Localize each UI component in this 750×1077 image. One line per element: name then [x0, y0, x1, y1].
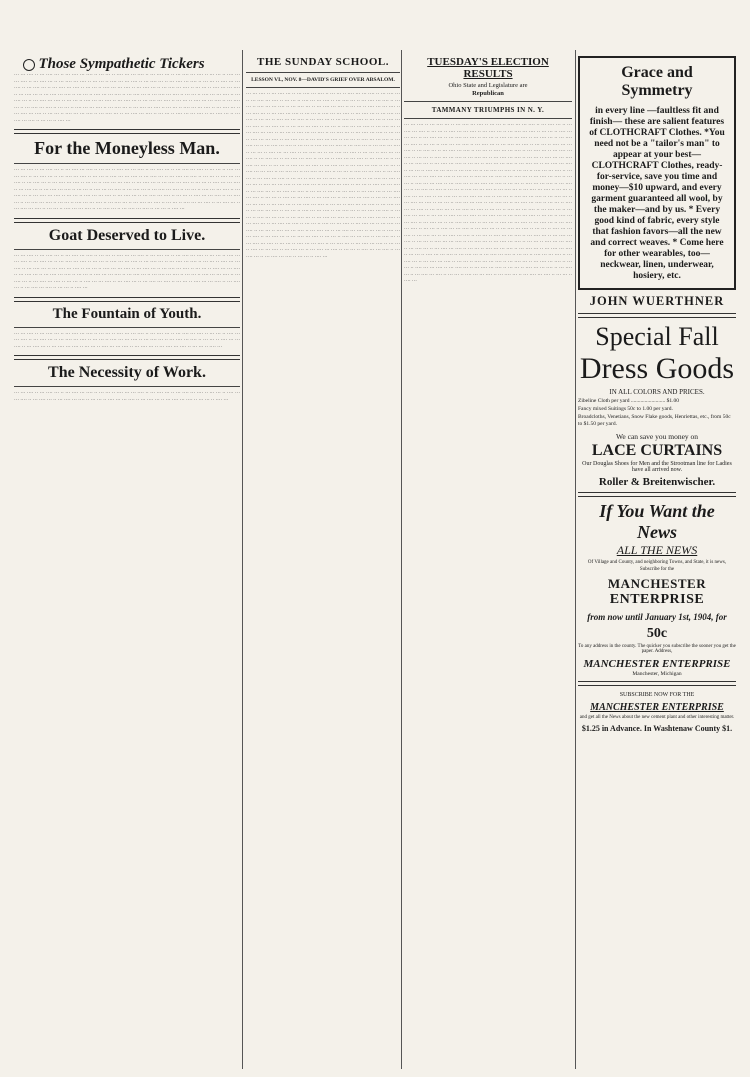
ad-body: in every line —faultless fit and finish— these are salient features of CLOTHCRAFT Clothes. *You need not be a "tailor's man" to appear at your best— CLOTHCRAFT Clothes, ready-for-service, save you time and money—$10 upward, and every garment guaranteed all wool, by the maker—and by us. * Every good kind of fabric, every style that fashion favors—all the new and correct weaves. * Come here for other wearables, too—neckwear, linen, underwear, hosiery, etc.: [589, 106, 725, 281]
advertiser-name: Roller & Breitenwischer.: [598, 476, 716, 488]
dress-goods-ad-headline: Dress Goods: [579, 352, 735, 385]
column-3: [404, 56, 572, 1066]
article-body: ··· ··· ···· ·· ··· ···· ··· ·· ··· ···· ··· ···· ·· ··· ··· ·· ···· ··· ··· ···· ·· ··· ···· ··· ·· ··· ···· ··· ···· ·· ··· ··· ·· ···· ··· ··· ···· ·· ··· ···· ··· ·· ··· ···· ··· ···· ·· ··· ··· ·· ···· ··· ··· ···· ·· ··· ···· ··· ·· ··· ···· ··· ···· ·· ··· ··· ·· ···· ··· ··· ···· ·· ··· ···· ··· ·· ··· ···· ··· ···· ·· ··· ··· ·· ···· ··· ··· ···· ·· ··· ···· ··· ·· ··· ···· ··· ···· ·· ··· ··· ·· ···· ··· ··· ···· ·· ··· ···· ··· ·· ··· ···· ··· ···· ·· ··· ··· ·· ···· ··· ··· ···· ·· ··· ···· ··· ·· ··· ···· ··· ···· ·· ··· ··· ·· ···· ··· ··· ···· ·· ··· ···· ··· ·· ··· ···· ··· ···· ·· ··· ··· ·· ···· ··· ··· ···· ·· ··· ···· ··· ·· ··· ···· ··· ···· ·· ··· ··· ·· ···· ··· ··· ···· ·· ··· ···· ··· ·· ··· ···· ··· ···· ·· ··· ··· ·· ···· ···: [14, 253, 240, 291]
divider: [578, 313, 736, 318]
paper-name: MANCHESTER ENTERPRISE: [583, 658, 731, 670]
election-subhead: Republican: [472, 90, 504, 97]
paper-name: MANCHESTER: [607, 576, 707, 591]
divider: [14, 129, 240, 134]
news-ad-subhead: ALL THE NEWS: [616, 543, 698, 557]
subscription-offer: from now until January 1st, 1904, for: [587, 612, 727, 622]
election-subhead: Ohio State and Legislature are: [448, 82, 528, 89]
paper-name: MANCHESTER ENTERPRISE: [590, 702, 724, 713]
article-body: ··· ··· ···· ·· ··· ···· ··· ·· ··· ···· ··· ···· ·· ··· ··· ·· ···· ··· ··· ···· ·· ··· ···· ··· ·· ··· ···· ··· ···· ·· ··· ··· ·· ···· ··· ··· ···· ·· ··· ···· ··· ·· ··· ···· ··· ···· ·· ··· ··· ·· ···· ··· ··· ···· ·· ··· ···· ··· ·· ··· ···· ··· ···· ·· ··· ··· ·· ···· ··· ··· ···· ·· ··· ···· ··· ·· ··· ···· ··· ···· ·· ··· ··· ·· ···· ··· ··· ···· ·· ··· ···· ··· ·· ··· ···· ··· ···· ·· ··· ··· ·· ···· ···: [14, 331, 240, 350]
price-line: Zibeline Cloth per yard ......................... $1.00: [578, 398, 679, 404]
column-rule: [575, 50, 576, 1069]
moneyless-man-title: For the Moneyless Man.: [34, 138, 220, 158]
paper-address: Manchester, Michigan: [632, 671, 682, 677]
divider: [14, 327, 240, 328]
divider: [14, 386, 240, 387]
divider: [14, 218, 240, 223]
subscription-price: $1.25 in Advance. In Washtenaw County $1.: [581, 724, 733, 733]
column-rule: [401, 50, 402, 1069]
ad-headline: Grace and Symmetry: [621, 64, 693, 99]
divider: [14, 163, 240, 164]
tammany-headline: TAMMANY TRIUMPHS IN N. Y.: [431, 106, 545, 114]
ad-body: Of Village and County, and neighboring Towns, and State, it is news,: [587, 560, 727, 565]
election-body: ··· ··· ···· ·· ··· ···· ··· ·· ··· ···· ··· ···· ·· ··· ··· ·· ···· ··· ··· ···· ·· ··· ···· ··· ·· ··· ···· ··· ···· ·· ··· ··· ·· ···· ··· ··· ···· ·· ··· ···· ··· ·· ··· ···· ··· ···· ·· ··· ··· ·· ···· ··· ··· ···· ·· ··· ···· ··· ·· ··· ···· ··· ···· ·· ··· ··· ·· ···· ··· ··· ···· ·· ··· ···· ··· ·· ··· ···· ··· ···· ·· ··· ··· ·· ···· ··· ··· ···· ·· ··· ···· ··· ·· ··· ···· ··· ···· ·· ··· ··· ·· ···· ··· ··· ···· ·· ··· ···· ··· ·· ··· ···· ··· ···· ·· ··· ··· ·· ···· ··· ··· ···· ·· ··· ···· ··· ·· ··· ···· ··· ···· ·· ··· ··· ·· ···· ··· ··· ···· ·· ··· ···· ··· ·· ··· ···· ··· ···· ·· ··· ··· ·· ···· ··· ··· ···· ·· ··· ···· ··· ·· ··· ···· ··· ···· ·· ··· ··· ·· ···· ··· ··· ···· ·· ··· ···· ··· ·· ··· ···· ··· ···· ·· ··· ··· ·· ···· ··· ··· ···· ·· ··· ···· ··· ·· ··· ···· ··· ···· ·· ··· ··· ·· ···· ··· ··· ···· ·· ··· ···· ··· ·· ··· ···· ··· ···· ·· ··· ··· ·· ···· ··· ··· ···· ·· ··· ···· ··· ·· ··· ···· ··· ···· ·· ··· ··· ·· ···· ··· ··· ···· ·· ··· ···· ··· ·· ··· ···· ··· ···· ·· ··· ··· ·· ···· ··· ··· ···· ·· ··· ···· ··· ·· ··· ···· ··· ···· ·· ··· ··· ·· ···· ··· ··· ···· ·· ··· ···· ··· ·· ··· ···· ··· ···· ·· ··· ··· ·· ···· ··· ··· ···· ·· ··· ···· ··· ·· ··· ···· ··· ···· ·· ··· ··· ·· ···· ··· ··· ···· ·· ··· ···· ··· ·· ··· ···· ··· ···· ·· ··· ··· ·· ···· ··· ··· ···· ·· ··· ···· ··· ·· ··· ···· ··· ···· ·· ··· ··· ·· ···· ··· ··· ···· ·· ··· ···· ··· ·· ··· ···· ··· ···· ·· ··· ··· ·· ···· ··· ··· ···· ·· ··· ···· ··· ·· ··· ···· ··· ···· ·· ··· ··· ·· ···· ··· ··· ···· ·· ··· ···· ··· ·· ··· ···· ··· ···· ·· ··· ··· ·· ···· ··· ··· ···· ·· ··· ···· ··· ·· ··· ···· ··· ···· ·· ··· ··· ·· ···· ··· ··· ···· ·· ··· ···· ··· ·· ··· ···· ··· ···· ·· ··· ··· ·· ···· ··· ··· ···· ·· ··· ···· ··· ·· ··· ···· ··· ···· ·· ··· ··· ·· ···· ··· ··· ···· ·· ··· ···· ··· ·· ··· ···· ··· ···· ·· ··· ··· ·· ···· ··· ··· ···· ·· ··· ···· ··· ·· ··· ···· ··· ···· ·· ··· ··· ·· ···· ··· ··· ···· ·· ··· ···· ··· ·· ··· ···· ··· ···· ·· ··· ··· ·· ···· ··· ··· ···· ·· ··· ···· ··· ·· ··· ···· ··· ···· ·· ··· ··· ·· ···· ··· ··· ···· ·· ··· ···· ··· ·· ··· ···· ··· ···· ·· ··· ··· ·· ···· ··· ··· ···· ·· ··· ···· ··· ·· ··· ···· ··· ···· ·· ··· ··· ·· ···· ··· ··· ···· ·· ··· ···· ··· ·· ··· ···· ··· ···· ·· ··· ··· ·· ···· ··· ··· ···· ·· ··· ···· ··· ·· ··· ···· ··· ···· ·· ··· ··· ·· ···· ··· ··· ···· ·· ··· ···· ··· ·· ··· ···· ··· ···· ·· ··· ··· ·· ···· ··· ··· ···· ·· ··· ···· ··· ·· ··· ···· ··· ···· ·· ··· ··· ·· ···· ··· ··· ···· ·· ··· ···· ··· ·· ··· ···· ··· ···· ·· ··· ··· ·· ···· ···: [404, 123, 572, 284]
fountain-title: The Fountain of Youth.: [52, 305, 202, 322]
news-ad-headline: If You Want the News: [599, 501, 715, 542]
subscription-price: 50c: [646, 626, 668, 641]
article-body: ··· ··· ···· ·· ··· ···· ··· ·· ··· ···· ··· ···· ·· ··· ··· ·· ···· ··· ··· ···· ·· ··· ···· ··· ·· ··· ···· ··· ···· ·· ··· ··· ·· ···· ··· ··· ···· ·· ··· ···· ··· ·· ··· ···· ··· ···· ·· ··· ··· ·· ···· ··· ··· ···· ·· ··· ···· ··· ·· ··· ···· ··· ···· ·· ··· ··· ·· ···· ··· ··· ···· ·· ··· ···· ··· ·· ··· ···· ··· ···· ·· ··· ··· ·· ···· ··· ··· ···· ·· ··· ···· ··· ·· ··· ···· ··· ···· ·· ··· ··· ·· ···· ··· ··· ···· ·· ··· ···· ··· ·· ··· ···· ··· ···· ·· ··· ··· ·· ···· ··· ··· ···· ·· ··· ···· ··· ·· ··· ···· ··· ···· ·· ··· ··· ·· ···· ··· ··· ···· ·· ··· ···· ··· ·· ··· ···· ··· ···· ·· ··· ··· ·· ···· ··· ··· ···· ·· ··· ···· ··· ·· ··· ···· ··· ···· ·· ··· ··· ·· ···· ··· ··· ···· ·· ··· ···· ··· ·· ··· ···· ··· ···· ·· ··· ··· ·· ···· ··· ··· ···· ·· ··· ···· ··· ·· ··· ···· ··· ···· ·· ··· ··· ·· ···· ··· ··· ···· ·· ··· ···· ··· ·· ··· ···· ··· ···· ·· ··· ··· ·· ···· ··· ··· ···· ·· ··· ···· ··· ·· ··· ···· ··· ···· ·· ··· ··· ·· ···· ··· ··· ···· ·· ··· ···· ··· ·· ··· ···· ··· ···· ·· ··· ··· ·· ···· ···: [14, 73, 240, 124]
column-4: [578, 56, 736, 1066]
lesson-body: ··· ··· ···· ·· ··· ···· ··· ·· ··· ···· ··· ···· ·· ··· ··· ·· ···· ··· ··· ···· ·· ··· ···· ··· ·· ··· ···· ··· ···· ·· ··· ··· ·· ···· ··· ··· ···· ·· ··· ···· ··· ·· ··· ···· ··· ···· ·· ··· ··· ·· ···· ··· ··· ···· ·· ··· ···· ··· ·· ··· ···· ··· ···· ·· ··· ··· ·· ···· ··· ··· ···· ·· ··· ···· ··· ·· ··· ···· ··· ···· ·· ··· ··· ·· ···· ··· ··· ···· ·· ··· ···· ··· ·· ··· ···· ··· ···· ·· ··· ··· ·· ···· ··· ··· ···· ·· ··· ···· ··· ·· ··· ···· ··· ···· ·· ··· ··· ·· ···· ··· ··· ···· ·· ··· ···· ··· ·· ··· ···· ··· ···· ·· ··· ··· ·· ···· ··· ··· ···· ·· ··· ···· ··· ·· ··· ···· ··· ···· ·· ··· ··· ·· ···· ··· ··· ···· ·· ··· ···· ··· ·· ··· ···· ··· ···· ·· ··· ··· ·· ···· ··· ··· ···· ·· ··· ···· ··· ·· ··· ···· ··· ···· ·· ··· ··· ·· ···· ··· ··· ···· ·· ··· ···· ··· ·· ··· ···· ··· ···· ·· ··· ··· ·· ···· ··· ··· ···· ·· ··· ···· ··· ·· ··· ···· ··· ···· ·· ··· ··· ·· ···· ··· ··· ···· ·· ··· ···· ··· ·· ··· ···· ··· ···· ·· ··· ··· ·· ···· ··· ··· ···· ·· ··· ···· ··· ·· ··· ···· ··· ···· ·· ··· ··· ·· ···· ··· ··· ···· ·· ··· ···· ··· ·· ··· ···· ··· ···· ·· ··· ··· ·· ···· ··· ··· ···· ·· ··· ···· ··· ·· ··· ···· ··· ···· ·· ··· ··· ·· ···· ··· ··· ···· ·· ··· ···· ··· ·· ··· ···· ··· ···· ·· ··· ··· ·· ···· ··· ··· ···· ·· ··· ···· ··· ·· ··· ···· ··· ···· ·· ··· ··· ·· ···· ··· ··· ···· ·· ··· ···· ··· ·· ··· ···· ··· ···· ·· ··· ··· ·· ···· ··· ··· ···· ·· ··· ···· ··· ·· ··· ···· ··· ···· ·· ··· ··· ·· ···· ··· ··· ···· ·· ··· ···· ··· ·· ··· ···· ··· ···· ·· ··· ··· ·· ···· ··· ··· ···· ·· ··· ···· ··· ·· ··· ···· ··· ···· ·· ··· ··· ·· ···· ··· ··· ···· ·· ··· ···· ··· ·· ··· ···· ··· ···· ·· ··· ··· ·· ···· ··· ··· ···· ·· ··· ···· ··· ·· ··· ···· ··· ···· ·· ··· ··· ·· ···· ··· ··· ···· ·· ··· ···· ··· ·· ··· ···· ··· ···· ·· ··· ··· ·· ···· ··· ··· ···· ·· ··· ···· ··· ·· ··· ···· ··· ···· ·· ··· ··· ·· ···· ··· ··· ···· ·· ··· ···· ··· ·· ··· ···· ··· ···· ·· ··· ··· ·· ···· ··· ··· ···· ·· ··· ···· ··· ·· ··· ···· ··· ···· ·· ··· ··· ·· ···· ··· ··· ···· ·· ··· ···· ··· ·· ··· ···· ··· ···· ·· ··· ··· ·· ···· ··· ··· ···· ·· ··· ···· ··· ·· ··· ···· ··· ···· ·· ··· ··· ·· ···· ··· ··· ···· ·· ··· ···· ··· ·· ··· ···· ··· ···· ·· ··· ··· ·· ···· ··· ··· ···· ·· ··· ···· ··· ·· ··· ···· ··· ···· ·· ··· ··· ·· ···· ··· ··· ···· ·· ··· ···· ··· ·· ··· ···· ··· ···· ·· ··· ··· ·· ···· ··· ··· ···· ·· ··· ···· ··· ·· ··· ···· ··· ···· ·· ··· ··· ·· ···· ··· ··· ···· ·· ··· ···· ··· ·· ··· ···· ··· ···· ·· ··· ··· ·· ···· ···: [246, 92, 400, 260]
column-rule: [242, 50, 243, 1069]
ad-body: To any address in the county. The quicker you subscribe the sooner you get the paper. Address,: [578, 644, 736, 654]
sunday-school-header: THE SUNDAY SCHOOL.: [257, 56, 389, 68]
divider: [14, 297, 240, 302]
ad-body: Our Douglas Shoes for Men and the Strootman line for Ladies have all arrived now.: [582, 461, 732, 473]
sympathetic-tickers-title: Those Sympathetic Tickers: [14, 56, 214, 73]
ornament-icon: [23, 59, 35, 71]
paper-name: ENTERPRISE: [609, 592, 705, 607]
ad-body: and get all the News about the new cement plant and other interesting matter.: [579, 715, 735, 720]
divider: [404, 118, 572, 119]
divider: [578, 681, 736, 686]
necessity-title: The Necessity of Work.: [48, 364, 206, 381]
divider: [14, 355, 240, 360]
ad-subhead: IN ALL COLORS AND PRICES.: [609, 388, 705, 396]
goat-title: Goat Deserved to Live.: [48, 226, 206, 244]
clothcraft-ad: [578, 56, 736, 290]
column-1: [14, 56, 240, 1066]
column-2: [246, 56, 400, 1066]
price-line: Fancy mixed Suitings 50c to 1.00 per yard.: [578, 406, 673, 412]
ad-subhead: We can save you money on: [615, 432, 699, 441]
advertiser-name: JOHN WUERTHNER: [589, 294, 725, 308]
subscribe-callout: SUBSCRIBE NOW FOR THE: [619, 692, 695, 698]
price-line: Broadcloths, Venetians, Snow Flake goods, Henriettas, etc., from 50c to $1.50 per yard.: [578, 414, 731, 427]
lesson-subtitle: LESSON VI., NOV. 8—DAVID'S GRIEF OVER ABSALOM.: [251, 77, 395, 83]
divider: [14, 249, 240, 250]
divider: [404, 101, 572, 102]
dress-goods-ad-headline: Special Fall: [595, 322, 719, 351]
divider: [246, 72, 400, 73]
article-body: ··· ··· ···· ·· ··· ···· ··· ·· ··· ···· ··· ···· ·· ··· ··· ·· ···· ··· ··· ···· ·· ··· ···· ··· ·· ··· ···· ··· ···· ·· ··· ··· ·· ···· ··· ··· ···· ·· ··· ···· ··· ·· ··· ···· ··· ···· ·· ··· ··· ·· ···· ··· ··· ···· ·· ··· ···· ··· ·· ··· ···· ··· ···· ·· ··· ··· ·· ···· ···: [14, 391, 240, 403]
lace-curtains-headline: LACE CURTAINS: [591, 442, 723, 459]
election-results-header: TUESDAY'S ELECTION RESULTS: [427, 56, 549, 80]
divider: [246, 87, 400, 88]
divider: [578, 492, 736, 497]
poem-body: ··· ··· ···· ·· ··· ···· ··· ·· ··· ···· ··· ···· ·· ··· ··· ·· ···· ··· ··· ···· ·· ··· ···· ··· ·· ··· ···· ··· ···· ·· ··· ··· ·· ···· ··· ··· ···· ·· ··· ···· ··· ·· ··· ···· ··· ···· ·· ··· ··· ·· ···· ··· ··· ···· ·· ··· ···· ··· ·· ··· ···· ··· ···· ·· ··· ··· ·· ···· ··· ··· ···· ·· ··· ···· ··· ·· ··· ···· ··· ···· ·· ··· ··· ·· ···· ··· ··· ···· ·· ··· ···· ··· ·· ··· ···· ··· ···· ·· ··· ··· ·· ···· ··· ··· ···· ·· ··· ···· ··· ·· ··· ···· ··· ···· ·· ··· ··· ·· ···· ··· ··· ···· ·· ··· ···· ··· ·· ··· ···· ··· ···· ·· ··· ··· ·· ···· ··· ··· ···· ·· ··· ···· ··· ·· ··· ···· ··· ···· ·· ··· ··· ·· ···· ··· ··· ···· ·· ··· ···· ··· ·· ··· ···· ··· ···· ·· ··· ··· ·· ···· ··· ··· ···· ·· ··· ···· ··· ·· ··· ···· ··· ···· ·· ··· ··· ·· ···· ··· ··· ···· ·· ··· ···· ··· ·· ··· ···· ··· ···· ·· ··· ··· ·· ···· ··· ··· ···· ·· ··· ···· ··· ·· ··· ···· ··· ···· ·· ··· ··· ·· ···· ··· ··· ···· ·· ··· ···· ··· ·· ··· ···· ··· ···· ·· ··· ··· ·· ···· ···: [14, 168, 240, 212]
ad-body: Subscribe for the: [639, 567, 675, 572]
